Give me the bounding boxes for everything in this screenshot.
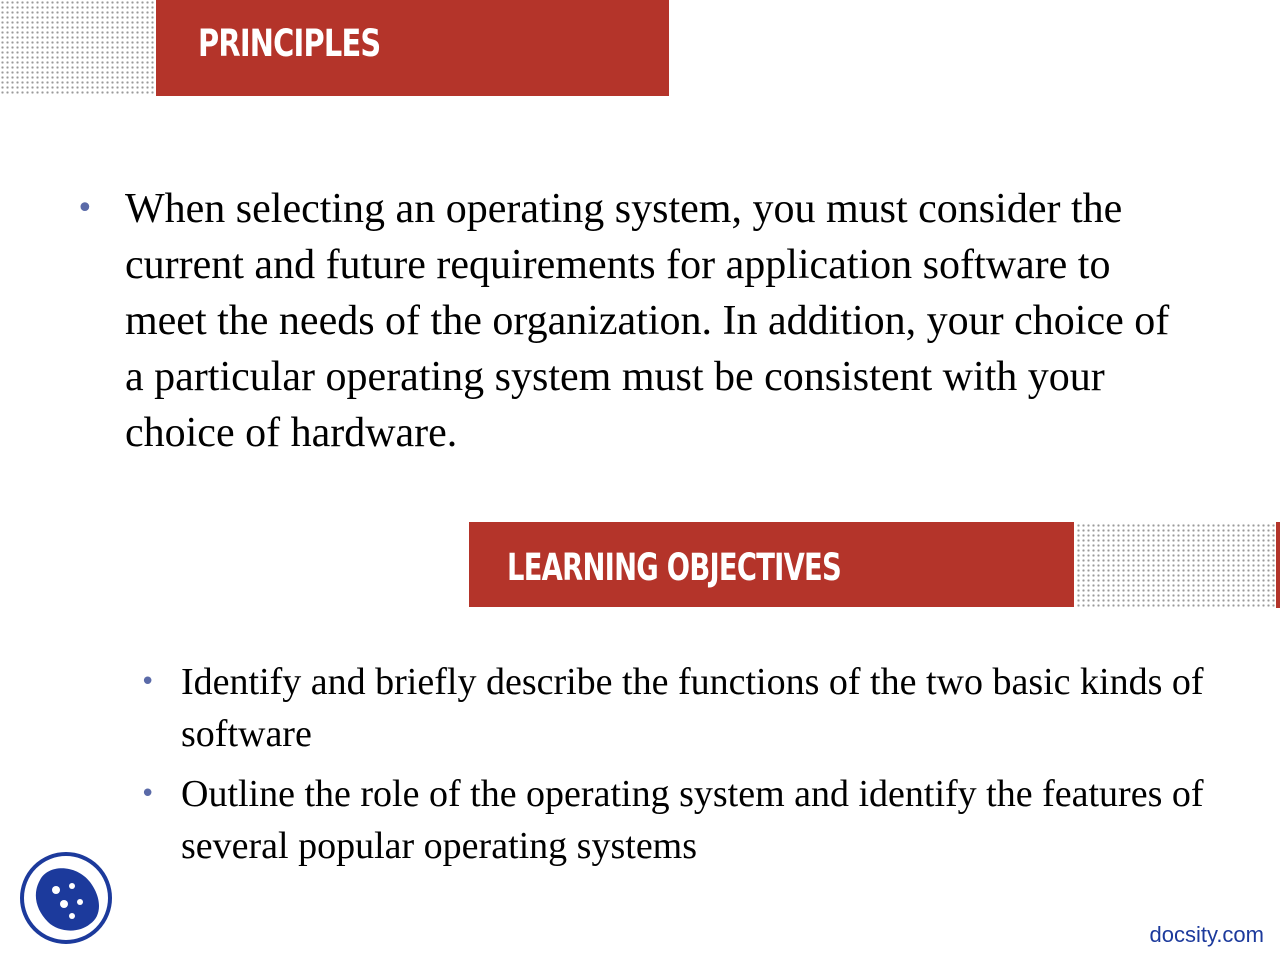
learning-objectives-banner bbox=[469, 522, 1074, 607]
principle-bullet bbox=[76, 181, 1196, 461]
dotted-pattern-top bbox=[0, 0, 156, 94]
brand-link[interactable]: docsity.com bbox=[1149, 922, 1264, 947]
principle-text: When selecting an operating system, you must consider the current and future requirements for application software to meet the needs of the organization. In addition, your choice of a particular operating system must be consistent with your choice of hardware. bbox=[125, 186, 1170, 456]
objective-text: Outline the role of the operating system and identify the features of several popular operating systems bbox=[181, 773, 1204, 867]
dotted-pattern-mid bbox=[1076, 523, 1276, 607]
bullet-icon: • bbox=[140, 667, 156, 697]
principles-title: PRINCIPLES bbox=[198, 22, 381, 65]
banner-edge-line bbox=[1276, 522, 1280, 608]
bullet-icon: • bbox=[140, 779, 156, 809]
objectives-list bbox=[140, 656, 1220, 880]
list-item bbox=[140, 768, 1220, 872]
learning-objectives-title: LEARNING OBJECTIVES bbox=[507, 546, 841, 589]
objective-text: Identify and briefly describe the functions of the two basic kinds of software bbox=[181, 661, 1204, 755]
list-item bbox=[140, 656, 1220, 760]
bullet-icon: • bbox=[76, 191, 94, 226]
docsity-logo-icon bbox=[18, 850, 114, 946]
principles-banner bbox=[156, 0, 669, 96]
